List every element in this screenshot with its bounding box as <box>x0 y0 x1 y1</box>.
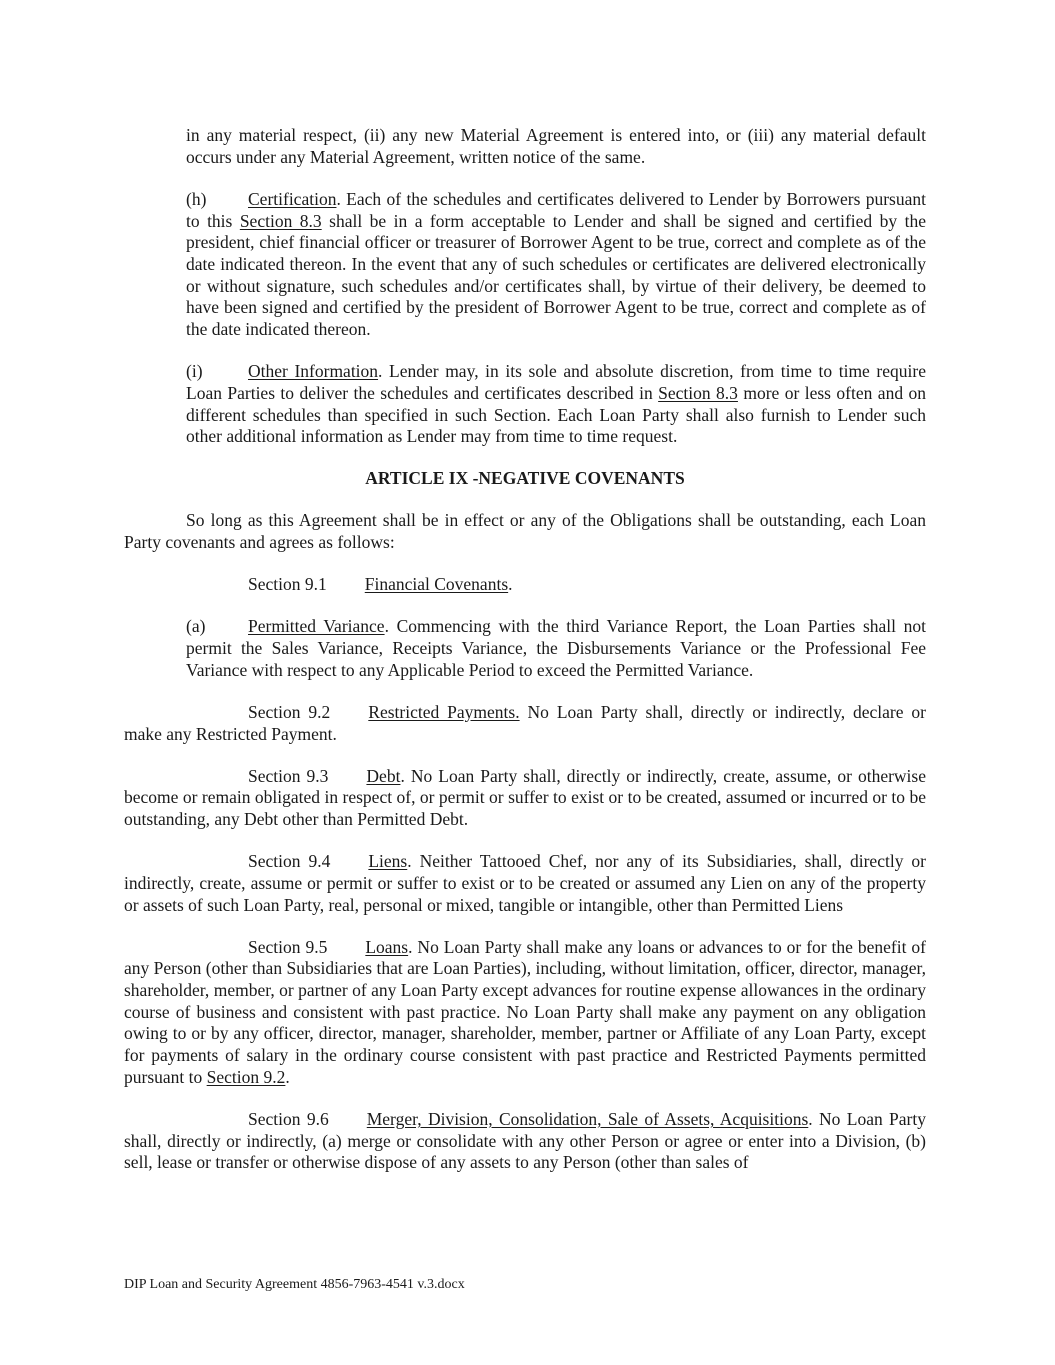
section-9-1: Section 9.1 Financial Covenants. <box>248 574 513 595</box>
document-page <box>124 125 926 1174</box>
section-9-4: Section 9.4 Liens. Neither Tattooed Chef, nor any of its Subsidiaries, shall, directly or indirectly, create, assume or permit or suffer to exist or to be created or assumed any Lien on any of the property or assets of such Loan Party, real, personal or mixed, tangible or intangible, other than Permitted Liens <box>124 851 926 915</box>
section-8-3-reference: Section 8.3 <box>658 382 738 403</box>
document-footer: DIP Loan and Security Agreement 4856-7963-4541 v.3.docx <box>124 1277 465 1292</box>
paragraph-a-permitted-variance: (a) Permitted Variance. Commencing with the third Variance Report, the Loan Parties shall not permit the Sales Variance, Receipts Variance, the Disbursements Variance or the Professional Fee Variance with respect to any Applicable Period to exceed the Permitted Variance. <box>186 616 926 681</box>
section-9-3: Section 9.3 Debt. No Loan Party shall, directly or indirectly, create, assume, or otherwise become or remain obligated in respect of, or permit or suffer to exist or to be created, assumed or incurred or to be outstanding, any Debt other than Permitted Debt. <box>124 765 926 829</box>
paragraph-h-heading: Certification <box>248 188 337 209</box>
section-9-5-number: Section 9.5 <box>248 936 328 957</box>
section-9-2-reference: Section 9.2 <box>206 1066 286 1087</box>
section-9-1-heading: Financial Covenants <box>364 574 509 595</box>
paragraph-a-heading: Permitted Variance <box>248 616 385 637</box>
section-9-3-number: Section 9.3 <box>248 765 329 786</box>
section-9-6: Section 9.6 Merger, Division, Consolidation, Sale of Assets, Acquisitions. No Loan Party shall, directly or indirectly, (a) merge or consolidate with any other Person or agree or enter into a Division, (b) sell, lease or transfer or otherwise dispose of any assets to any Person (other than sales of <box>124 1108 927 1173</box>
paragraph-i-other-information: (i) Other Information. Lender may, in its sole and absolute discretion, from time to time require Loan Parties to deliver the schedules and certificates described in Section 8.3 more or less often and on different schedules than specified in such Section. Each Loan Party shall also furnish to Lender such other additional information as Lender may from time to time request. <box>186 361 926 448</box>
continuation-paragraph: in any material respect, (ii) any new Material Agreement is entered into, or (iii) any material default occurs under any Material Agreement, written notice of the same. <box>186 125 926 167</box>
section-9-2-heading: Restricted Payments. <box>368 701 520 722</box>
article-title: ARTICLE IX -NEGATIVE COVENANTS <box>365 468 685 489</box>
section-9-4-number: Section 9.4 <box>248 851 331 872</box>
section-9-5: Section 9.5 Loans. No Loan Party shall make any loans or advances to or for the benefit of any Person (other than Subsidiaries that are Loan Parties), including, without limitation, officer, director, manager, shareholder, member, or partner of any Loan Party except advances for routine expense allowances in the ordinary course of business and consistent with past practice. No Loan Party shall make any payment on any obligation owing to or by any officer, director, manager, shareholder, member, partner or Affiliate of any Loan Party, except for payments of salary in the ordinary course consistent with past practice and Restricted Payments permitted pursuant to Section 9.2. <box>124 936 926 1087</box>
article-intro: So long as this Agreement shall be in effect or any of the Obligations shall be outstanding, each Loan Party covenants and agrees as follows: <box>124 510 926 553</box>
section-9-1-number: Section 9.1 <box>248 574 327 595</box>
paragraph-a-label: (a) <box>186 616 206 637</box>
section-9-6-heading: Merger, Division, Consolidation, Sale of Assets, Acquisitions <box>366 1108 809 1129</box>
section-9-3-heading: Debt <box>366 765 401 786</box>
paragraph-h-label: (h) <box>186 188 207 209</box>
section-9-4-heading: Liens <box>368 851 408 872</box>
paragraph-i-heading: Other Information <box>248 361 379 382</box>
section-8-3-reference: Section 8.3 <box>239 210 322 231</box>
section-9-2-number: Section 9.2 <box>248 701 331 722</box>
section-9-6-number: Section 9.6 <box>248 1108 329 1129</box>
paragraph-i-label: (i) <box>186 361 203 382</box>
paragraph-h-certification: (h) Certification. Each of the schedules and certificates delivered to Lender by Borrowers pursuant to this Section 8.3 shall be in a form acceptable to Lender and shall be signed and certified by the president, chief financial officer or treasurer of Borrower Agent to be true, correct and complete as of the date indicated thereon. In the event that any of such schedules or certificates are delivered electronically or without signature, such schedules and/or certificates shall, by virtue of their delivery, be deemed to have been signed and certified by the president of Borrower Agent to be true, correct and complete as of the date indicated thereon. <box>186 189 926 341</box>
section-9-2: Section 9.2 Restricted Payments. No Loan Party shall, directly or indirectly, declare or make any Restricted Payment. <box>124 701 926 744</box>
section-9-5-heading: Loans <box>365 936 409 957</box>
